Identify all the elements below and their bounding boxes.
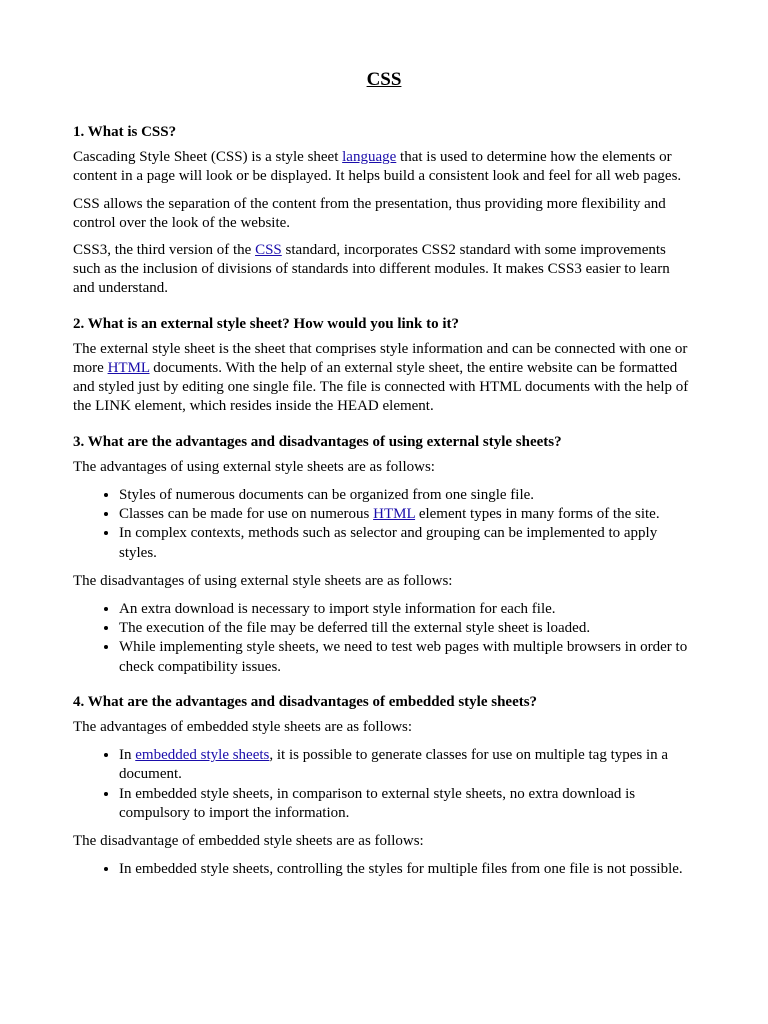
list-item: • In complex contexts, methods such as selector and grouping can be implemented to apply styles. [119, 524, 695, 562]
list-item [119, 746, 695, 784]
list-item-text: In [119, 747, 136, 764]
page-title: CSS [366, 69, 402, 90]
link-language[interactable]: language [342, 149, 397, 166]
disadvantages-list [73, 600, 695, 677]
section-external-pros-cons [73, 433, 695, 677]
paragraph-text: CSS3, the third version of the [73, 242, 256, 259]
list-item: • The execution of the file may be deferred till the external style sheet is loaded. [119, 619, 695, 638]
section-heading: 3. What are the advantages and disadvantages of using external style sheets? [73, 433, 562, 450]
link-html[interactable]: HTML [107, 360, 150, 377]
link-html[interactable]: HTML [373, 506, 416, 523]
paragraph: The disadvantages of using external style sheets are as follows: [73, 572, 453, 589]
section-heading: 1. What is CSS? [73, 124, 177, 140]
document-body [73, 68, 695, 880]
link-css[interactable]: CSS [255, 242, 282, 259]
paragraph: CSS allows the separation of the content from the presentation, thus providing more flexibility and control over the look of the website. [73, 195, 666, 231]
paragraph: The advantages of using external style sheets are as follows: [73, 458, 435, 475]
list-item: • In embedded style sheets, in comparison to external style sheets, no extra download is compulsory to import the information. [119, 785, 695, 823]
section-embedded-pros-cons [73, 693, 695, 880]
advantages-list [73, 486, 695, 563]
paragraph-text: that is used to determine how the elements or content in a page will look or be displayed. It helps build a consistent look and feel for all web pages. [73, 149, 682, 185]
list-item: • An extra download is necessary to import style information for each file. [119, 600, 695, 619]
list-item: • While implementing style sheets, we need to test web pages with multiple browsers in order to check compatibility issues. [119, 638, 695, 676]
list-item: • In embedded style sheets, controlling the styles for multiple files from one file is not possible. [119, 860, 695, 879]
link-embedded-style-sheets[interactable]: embedded style sheets [135, 747, 270, 764]
list-item-text: Classes can be made for use on numerous [119, 506, 374, 523]
paragraph-text: The external style sheet is the sheet that comprises style information and can be connected with one or more [73, 340, 688, 377]
disadvantages-list [73, 860, 695, 879]
section-heading: 4. What are the advantages and disadvantages of embedded style sheets? [73, 693, 538, 710]
paragraph: The disadvantage of embedded style sheets are as follows: [73, 833, 424, 850]
list-item [119, 505, 695, 524]
list-item: • Styles of numerous documents can be organized from one single file. [119, 486, 695, 505]
paragraph: The advantages of embedded style sheets are as follows: [73, 719, 413, 736]
list-item-text: element types in many forms of the site. [415, 506, 660, 523]
paragraph [73, 340, 695, 417]
section-what-is-css [73, 123, 695, 299]
paragraph [73, 241, 695, 299]
section-external-style-sheet [73, 315, 695, 417]
section-heading: 2. What is an external style sheet? How would you link to it? [73, 315, 459, 332]
advantages-list [73, 746, 695, 823]
paragraph-text: documents. With the help of an external style sheet, the entire website can be formatted and styled just by editing one single file. The file is connected with HTML documents with the help of the LINK element, which resides inside the HEAD element. [73, 360, 689, 415]
paragraph-text: Cascading Style Sheet (CSS) is a style sheet [73, 149, 343, 166]
paragraph [73, 148, 695, 186]
paragraph-text: standard, incorporates CSS2 standard with some improvements such as the inclusion of divisions of standards into different modules. It makes CSS3 easier to learn and understand. [73, 242, 670, 297]
list-item-text: , it is possible to generate classes for use on multiple tag types in a document. [119, 747, 669, 783]
